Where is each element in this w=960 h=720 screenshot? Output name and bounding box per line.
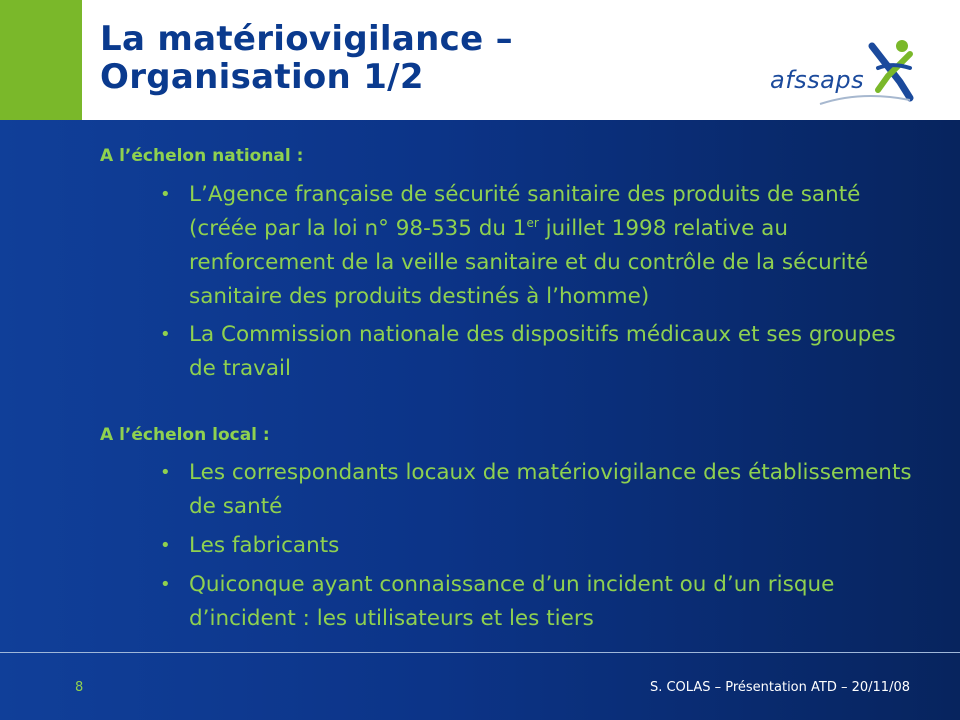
agency-text-end: juillet 1998 relative au renforcement de la veille sanitaire et du contrôle de la sécurité sanitaire des produits destinés à l’homme) [189,216,869,309]
footer-divider [0,652,960,653]
slide-title [100,20,513,96]
national-heading: A l’échelon national : [100,146,304,166]
footer-text: S. COLAS – Présentation ATD – 20/11/08 [649,680,910,695]
bullet-dot-icon: • [160,184,171,205]
title-line-2: Organisation 1/2 [100,57,424,97]
ordinal-superscript: er [526,216,539,230]
local-item-anyone [160,568,920,636]
national-item-commission [160,318,920,386]
commission-text: La Commission nationale des dispositifs médicaux et ses groupes de travail [189,322,896,381]
local-heading: A l’échelon local : [100,425,270,445]
slide-header [0,0,960,120]
correspondents-text: Les correspondants locaux de matériovigilance des établissements de santé [189,460,912,519]
anyone-text: Quiconque ayant connaissance d’un incident ou d’un risque d’incident : les utilisateurs et les tiers [189,572,835,631]
manufacturers-text: Les fabricants [189,533,340,558]
title-line-1: La matériovigilance – [100,19,513,59]
local-item-manufacturers [160,529,920,563]
local-item-correspondents [160,456,920,524]
bullet-dot-icon: • [160,462,171,483]
accent-block [0,0,82,120]
bullet-dot-icon: • [160,574,171,595]
afssaps-logo [760,38,920,108]
logo-text: afssaps [770,66,865,94]
page-number: 8 [75,680,84,695]
national-item-agency [160,178,920,314]
agency-text-start: L’Agence française de sécurité sanitaire des produits de santé (créée par la loi n° 98-535 du 1 [189,182,861,241]
bullet-dot-icon: • [160,535,171,556]
bullet-dot-icon: • [160,324,171,345]
